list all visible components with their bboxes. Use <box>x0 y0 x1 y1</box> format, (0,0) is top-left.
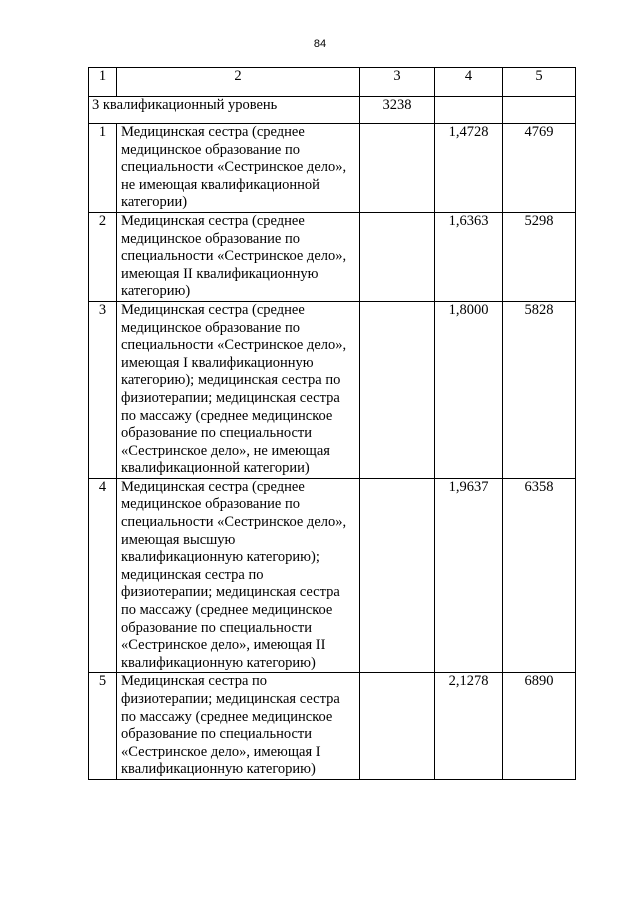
coefficient: 2,1278 <box>435 673 503 780</box>
table-row <box>89 673 576 780</box>
empty-cell <box>360 673 435 780</box>
table-row <box>89 212 576 301</box>
header-cell-3: 3 <box>360 68 435 97</box>
row-number: 3 <box>89 301 117 478</box>
base-salary: 3238 <box>360 97 435 124</box>
salary-value: 6358 <box>503 478 576 673</box>
coefficient: 1,4728 <box>435 124 503 213</box>
salary-value: 5828 <box>503 301 576 478</box>
position-description: Медицинская сестра (среднее медицинское образование по специальности «Сестринское дело», имеющая II квалификационную категорию) <box>117 212 360 301</box>
table-row <box>89 124 576 213</box>
position-description: Медицинская сестра по физиотерапии; медицинская сестра по массажу (среднее медицинское образование по специальности «Сестринское дело», имеющая I квалификационную категорию) <box>117 673 360 780</box>
header-cell-1: 1 <box>89 68 117 97</box>
coefficient: 1,6363 <box>435 212 503 301</box>
empty-cell <box>360 301 435 478</box>
empty-cell <box>360 478 435 673</box>
header-cell-2: 2 <box>117 68 360 97</box>
empty-cell <box>360 124 435 213</box>
salary-table <box>88 67 576 780</box>
salary-value: 6890 <box>503 673 576 780</box>
empty-cell <box>360 212 435 301</box>
table-header-row <box>89 68 576 97</box>
row-number: 5 <box>89 673 117 780</box>
row-number: 4 <box>89 478 117 673</box>
coefficient: 1,8000 <box>435 301 503 478</box>
position-description: Медицинская сестра (среднее медицинское образование по специальности «Сестринское дело», имеющая высшую квалификационную категорию); медицинская сестра по физиотерапии; медицинская сестра по массажу (среднее медицинское образование по специальности «Сестринское дело», имеющая II квалификационную категорию) <box>117 478 360 673</box>
qualification-level-row <box>89 97 576 124</box>
row-number: 2 <box>89 212 117 301</box>
empty-cell <box>435 97 503 124</box>
qualification-level-label: 3 квалификационный уровень <box>89 97 360 124</box>
position-description: Медицинская сестра (среднее медицинское образование по специальности «Сестринское дело», имеющая I квалификационную категорию); медицинская сестра по физиотерапии; медицинская сестра по массажу (среднее медицинское образование по специальности «Сестринское дело», не имеющая квалификационной категории) <box>117 301 360 478</box>
empty-cell <box>503 97 576 124</box>
position-description: Медицинская сестра (среднее медицинское образование по специальности «Сестринское дело», не имеющая квалификационной категории) <box>117 124 360 213</box>
table-row <box>89 478 576 673</box>
header-cell-5: 5 <box>503 68 576 97</box>
coefficient: 1,9637 <box>435 478 503 673</box>
header-cell-4: 4 <box>435 68 503 97</box>
row-number: 1 <box>89 124 117 213</box>
table-row <box>89 301 576 478</box>
salary-value: 5298 <box>503 212 576 301</box>
page-number: 84 <box>313 38 327 50</box>
salary-value: 4769 <box>503 124 576 213</box>
